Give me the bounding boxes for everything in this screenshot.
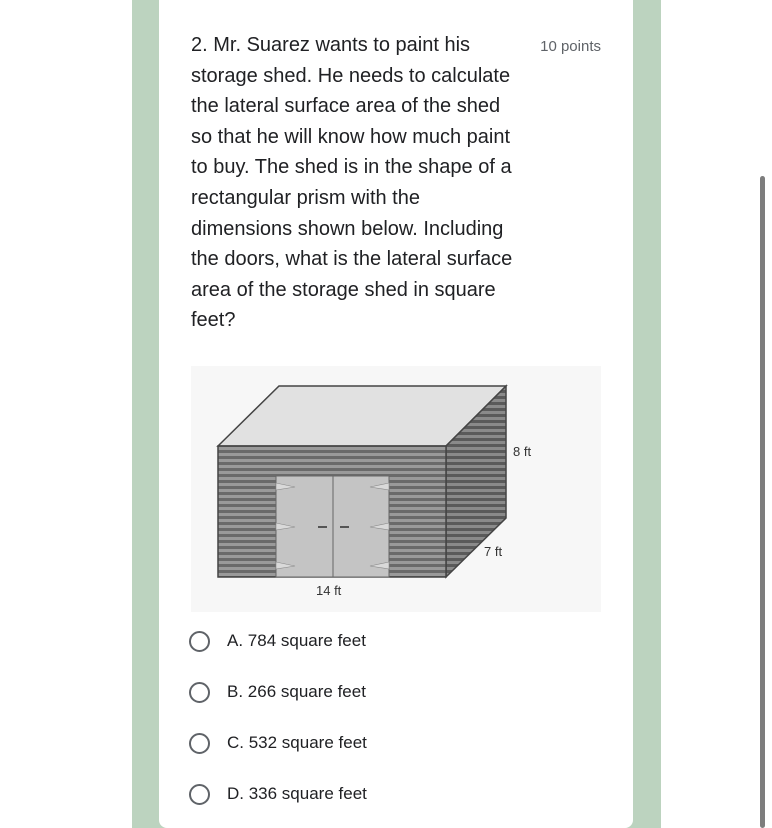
width-label: 14 ft [316,583,342,598]
radio-d[interactable] [189,784,210,805]
option-b[interactable] [189,678,366,706]
radio-b[interactable] [189,682,210,703]
option-c[interactable] [189,729,367,757]
option-d-label: D. 336 square feet [227,784,367,803]
option-b-label: B. 266 square feet [227,682,366,701]
height-label: 8 ft [513,444,532,459]
radio-c[interactable] [189,733,210,754]
shed-diagram [191,366,601,612]
radio-a[interactable] [189,631,210,652]
question-text: 2. Mr. Suarez wants to paint his storage shed. He needs to calculate the lateral surface area of the shed so that he will know how much paint to buy. The shed is in the shape of a rectangular prism with the dimensions shown below. Including the doors, what is the lateral surface area of the storage shed in square feet? [191,34,513,332]
option-a[interactable] [189,627,366,655]
option-c-label: C. 532 square feet [227,733,367,752]
scrollbar[interactable] [760,176,765,828]
option-d[interactable] [189,780,367,808]
depth-label: 7 ft [484,544,503,559]
door-handle-right [340,526,349,528]
option-a-label: A. 784 square feet [227,631,366,650]
points-label: 10 points [540,38,601,55]
question-card [159,0,633,828]
door-handle-left [318,526,327,528]
